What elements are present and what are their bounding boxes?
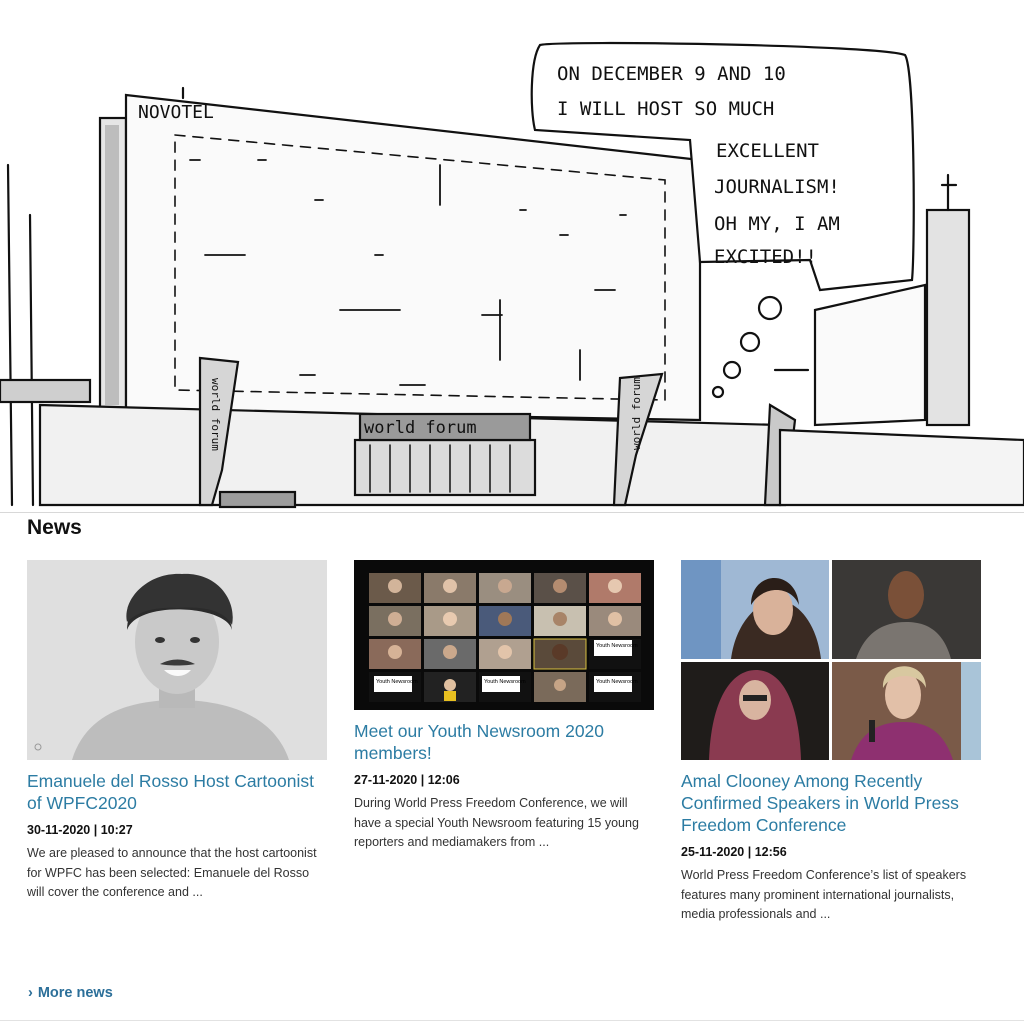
cartoon-illustration: [0, 0, 1024, 510]
building-sign: NOVOTEL: [138, 102, 214, 123]
youth-tile-label: Youth Newsroom: [376, 679, 418, 685]
hero-cartoon: [0, 0, 1024, 510]
news-section-title: News: [27, 516, 82, 539]
article-date: 25-11-2020 | 12:56: [681, 845, 787, 859]
article-title-link[interactable]: Meet our Youth Newsroom 2020 members!: [354, 721, 605, 763]
section-divider: [0, 512, 1024, 513]
article-thumbnail-speakers[interactable]: [681, 560, 981, 760]
banner-right-text: world forum: [630, 377, 643, 450]
article-excerpt: We are pleased to announce that the host cartoonist for WPFC has been selected: Emanuele del Rosso will cover the conference and ...: [27, 846, 317, 899]
venue-sign: world forum: [364, 418, 477, 438]
more-news-label: More news: [37, 985, 113, 1001]
video-call-grid: [354, 560, 654, 710]
article-excerpt: World Press Freedom Conference’s list of speakers features many prominent international journalists, media professionals and ...: [681, 868, 967, 921]
speech-line-4: JOURNALISM!: [714, 176, 840, 198]
portrait-photo: [27, 560, 327, 760]
news-card: [354, 560, 656, 853]
article-title-link[interactable]: Amal Clooney Among Recently Confirmed Speakers in World Press Freedom Conference: [681, 771, 959, 835]
speech-line-1: ON DECEMBER 9 AND 10: [557, 63, 786, 85]
youth-tile-label: Youth Newsroom: [596, 679, 638, 685]
news-card: [27, 560, 329, 903]
article-thumbnail-cartoonist[interactable]: [27, 560, 327, 760]
article-date: 30-11-2020 | 10:27: [27, 823, 133, 837]
speech-line-6: EXCITED!!: [714, 246, 817, 268]
chevron-right-icon: ›: [28, 985, 33, 1001]
speakers-collage: [681, 560, 981, 760]
bottom-divider: [0, 1020, 1024, 1021]
youth-tile-label: Youth Newsroom: [596, 643, 638, 649]
more-news-link[interactable]: [28, 985, 113, 1001]
speech-line-5: OH MY, I AM: [714, 213, 840, 235]
youth-tile-label: Youth Newsroom: [484, 679, 526, 685]
article-date: 27-11-2020 | 12:06: [354, 773, 460, 787]
article-title-link[interactable]: Emanuele del Rosso Host Cartoonist of WPFC2020: [27, 771, 314, 813]
banner-left-text: world forum: [209, 378, 222, 451]
article-thumbnail-youth-newsroom[interactable]: [354, 560, 654, 710]
speech-line-3: EXCELLENT: [716, 140, 819, 162]
speech-line-2: I WILL HOST SO MUCH: [557, 98, 775, 120]
news-card: [681, 560, 983, 925]
article-excerpt: During World Press Freedom Conference, we will have a special Youth Newsroom featuring 15 young reporters and mediamakers from ...: [354, 796, 639, 849]
